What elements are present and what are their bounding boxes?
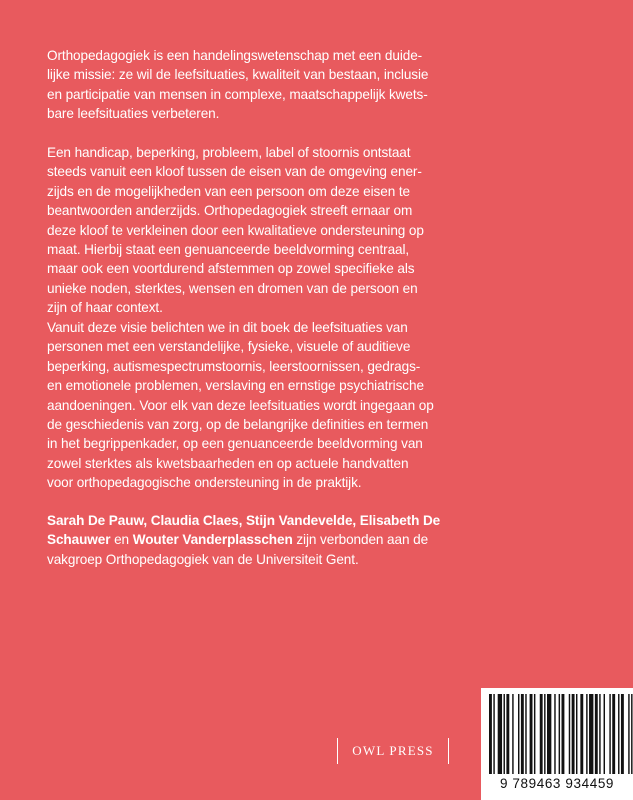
isbn-number: 9 789463 934459 [499, 776, 615, 791]
barcode-bar [612, 694, 615, 774]
barcode-bar [547, 694, 551, 774]
barcode-bar [544, 694, 545, 774]
barcode-bar [493, 694, 494, 774]
barcode-bar [589, 694, 593, 774]
barcode-bar [631, 694, 632, 774]
barcode-bar [554, 694, 555, 774]
description-paragraph-2 [47, 143, 457, 318]
barcode-bar [504, 694, 505, 774]
barcode-bar [534, 694, 535, 774]
barcode-bar [521, 694, 524, 774]
author-last-name: Wouter Vanderplasschen [132, 532, 293, 548]
isbn-barcode [481, 688, 633, 800]
barcode-bar [580, 694, 583, 774]
paragraph-text: Een handicap, beperking, probleem, label of stoornis ontstaat steeds vanuit een kloof tussen de eisen van de omgeving ener- zijds en de mogelijkheden van een persoon om deze eisen te beantwoorden anderzijds. Orthopedagogiek streeft ernaar om deze kloof te verkleinen door een kwalitatieve ondersteuning op maat. Hierbij staat een genuanceerde beeldvorming centraal, maar ook een voortdurend afstemmen op zowel specifieke als unieke noden, sterktes, wensen en dromen van de persoon en zijn of haar context. [47, 145, 424, 316]
barcode-bar [498, 694, 502, 774]
barcode-bar [489, 694, 492, 774]
barcode-bar [628, 694, 629, 774]
barcode-bar [530, 694, 533, 774]
author-names: Sarah De Pauw, Claudia Claes, Stijn Vandevelde, Elisabeth De Schauwer [47, 513, 441, 548]
barcode-bar [512, 694, 513, 774]
barcode-bar [540, 694, 543, 774]
description-paragraph-1 [47, 46, 457, 124]
publisher-logo [337, 738, 449, 764]
author-bio [47, 511, 457, 569]
barcode-bar [569, 694, 570, 774]
barcode-bar [506, 694, 509, 774]
barcode-bars [489, 694, 633, 774]
barcode-bar [559, 694, 560, 774]
barcode-bar [562, 694, 565, 774]
barcode-bar [595, 694, 598, 774]
author-affiliation: zijn verbonden aan de vakgroep Orthopedagogiek van de Universiteit Gent. [47, 532, 429, 567]
description-paragraph-3 [47, 318, 457, 493]
barcode-bar [572, 694, 575, 774]
barcode-bar [576, 694, 577, 774]
barcode-bar [525, 694, 526, 774]
barcode-bar [604, 694, 605, 774]
publisher-logo-text: OWL PRESS [352, 743, 434, 758]
barcode-bar [618, 694, 619, 774]
paragraph-text: Orthopedagogiek is een handelingswetenschap met een duide- lijke missie: ze wil de leefsituaties, kwaliteit van bestaan, inclusie en participatie van mensen in complexe, maatschappelijk kwets- bare leefsituaties verbeteren. [47, 48, 429, 122]
paragraph-text: Vanuit deze visie belichten we in dit boek de leefsituaties van personen met een verstandelijke, fysieke, visuele of auditieve beperking, autismespectrumstoornis, leerstoornissen, gedrags- en emotionele problemen, verslaving en ernstige psychiatrische aandoeningen. Voor elk van deze leefsituaties wordt ingegaan op de geschiedenis van zorg, op de belangrijke definities en termen in het begrippenkader, op een genuanceerde beeldvorming van zowel sterktes als kwetsbaarheden en op actuele handvatten voor orthopedagogische ondersteuning in de praktijk. [47, 320, 434, 491]
barcode-bar [599, 694, 600, 774]
author-connector: en [110, 532, 133, 548]
barcode-bar [621, 694, 624, 774]
barcode-bar [518, 694, 519, 774]
barcode-bar [586, 694, 587, 774]
barcode-bar [609, 694, 610, 774]
author-bio-text [47, 511, 457, 569]
